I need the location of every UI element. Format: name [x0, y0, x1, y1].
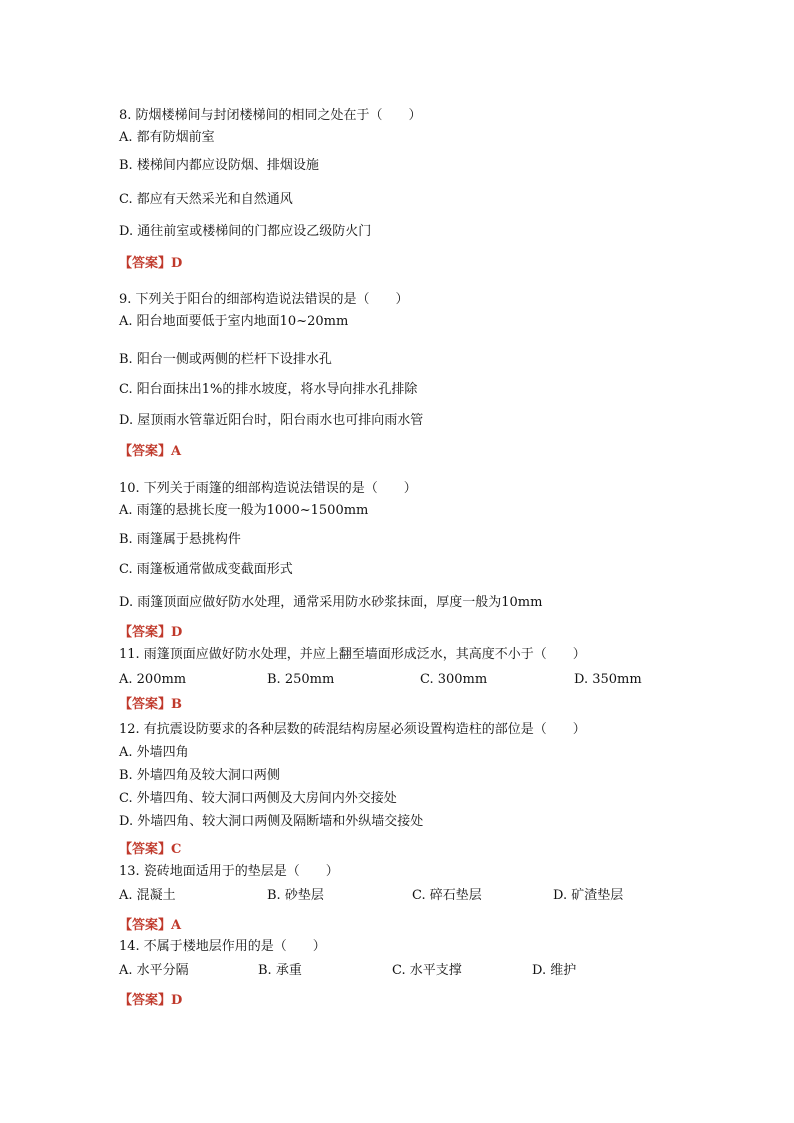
q11-option-d: D. 350mm: [574, 672, 642, 687]
question-13: 13. 瓷砖地面适用于的垫层是（ ）: [119, 864, 339, 879]
answer-tag: 【答案】: [119, 625, 172, 640]
q11-answer-value: B: [171, 697, 183, 712]
q10-option-d: D. 雨篷顶面应做好防水处理，通常采用防水砂浆抹面，厚度一般为10mm: [119, 595, 543, 610]
answer-tag: 【答案】: [119, 444, 172, 459]
q9-answer-value: A: [171, 444, 182, 459]
q13-option-a: A. 混凝土: [119, 888, 176, 903]
q8-answer-value: D: [171, 256, 183, 271]
question-9: 9. 下列关于阳台的细部构造说法错误的是（ ）: [119, 292, 409, 307]
q8-option-d: D. 通往前室或楼梯间的门都应设乙级防火门: [119, 224, 372, 239]
question-12: 12. 有抗震设防要求的各种层数的砖混结构房屋必须设置构造柱的部位是（ ）: [119, 722, 586, 737]
answer-tag: 【答案】: [119, 918, 172, 933]
q13-answer: [119, 918, 181, 934]
q9-option-b: B. 阳台一侧或两侧的栏杆下设排水孔: [119, 352, 332, 367]
q10-answer-value: D: [171, 625, 183, 640]
q11-option-a: A. 200mm: [119, 672, 187, 687]
q8-option-c: C. 都应有天然采光和自然通风: [119, 192, 293, 207]
q13-option-d: D. 矿渣垫层: [553, 888, 624, 903]
q12-answer: [119, 842, 181, 858]
q13-answer-value: A: [171, 918, 182, 933]
q10-answer: [119, 625, 182, 641]
q14-option-b: B. 承重: [258, 963, 302, 978]
q8-option-a: A. 都有防烟前室: [119, 130, 215, 145]
q12-option-a: A. 外墙四角: [119, 745, 189, 760]
question-10: 10. 下列关于雨篷的细部构造说法错误的是（ ）: [119, 481, 417, 496]
q14-option-d: D. 维护: [532, 963, 577, 978]
q14-option-c: C. 水平支撑: [392, 963, 462, 978]
q12-option-b: B. 外墙四角及较大洞口两侧: [119, 768, 280, 783]
q10-option-a: A. 雨篷的悬挑长度一般为1000~1500mm: [119, 503, 369, 518]
q11-option-c: C. 300mm: [420, 672, 488, 687]
q10-option-b: B. 雨篷属于悬挑构件: [119, 532, 241, 547]
q14-option-a: A. 水平分隔: [119, 963, 189, 978]
question-8: 8. 防烟楼梯间与封闭楼梯间的相同之处在于（ ）: [119, 108, 422, 123]
q9-option-d: D. 屋顶雨水管靠近阳台时，阳台雨水也可排向雨水管: [119, 413, 424, 428]
q14-answer: [119, 993, 182, 1009]
answer-tag: 【答案】: [119, 993, 172, 1008]
answer-tag: 【答案】: [119, 256, 172, 271]
q8-option-b: B. 楼梯间内都应设防烟、排烟设施: [119, 158, 319, 173]
q8-answer: [119, 256, 182, 272]
q13-option-b: B. 砂垫层: [267, 888, 324, 903]
q12-option-d: D. 外墙四角、较大洞口两侧及隔断墙和外纵墙交接处: [119, 814, 424, 829]
question-11: 11. 雨篷顶面应做好防水处理，并应上翻至墙面形成泛水，其高度不小于（ ）: [119, 647, 586, 662]
q14-answer-value: D: [171, 993, 183, 1008]
q13-option-c: C. 碎石垫层: [412, 888, 482, 903]
q11-option-b: B. 250mm: [267, 672, 335, 687]
q11-answer: [119, 697, 182, 713]
q9-answer: [119, 444, 181, 460]
q9-option-c: C. 阳台面抹出1%的排水坡度，将水导向排水孔排除: [119, 382, 418, 397]
q12-answer-value: C: [171, 842, 182, 857]
q9-option-a: A. 阳台地面要低于室内地面10~20mm: [119, 314, 349, 329]
answer-tag: 【答案】: [119, 697, 172, 712]
question-14: 14. 不属于楼地层作用的是（ ）: [119, 939, 326, 954]
q10-option-c: C. 雨篷板通常做成变截面形式: [119, 562, 293, 577]
q12-option-c: C. 外墙四角、较大洞口两侧及大房间内外交接处: [119, 791, 397, 806]
answer-tag: 【答案】: [119, 842, 172, 857]
